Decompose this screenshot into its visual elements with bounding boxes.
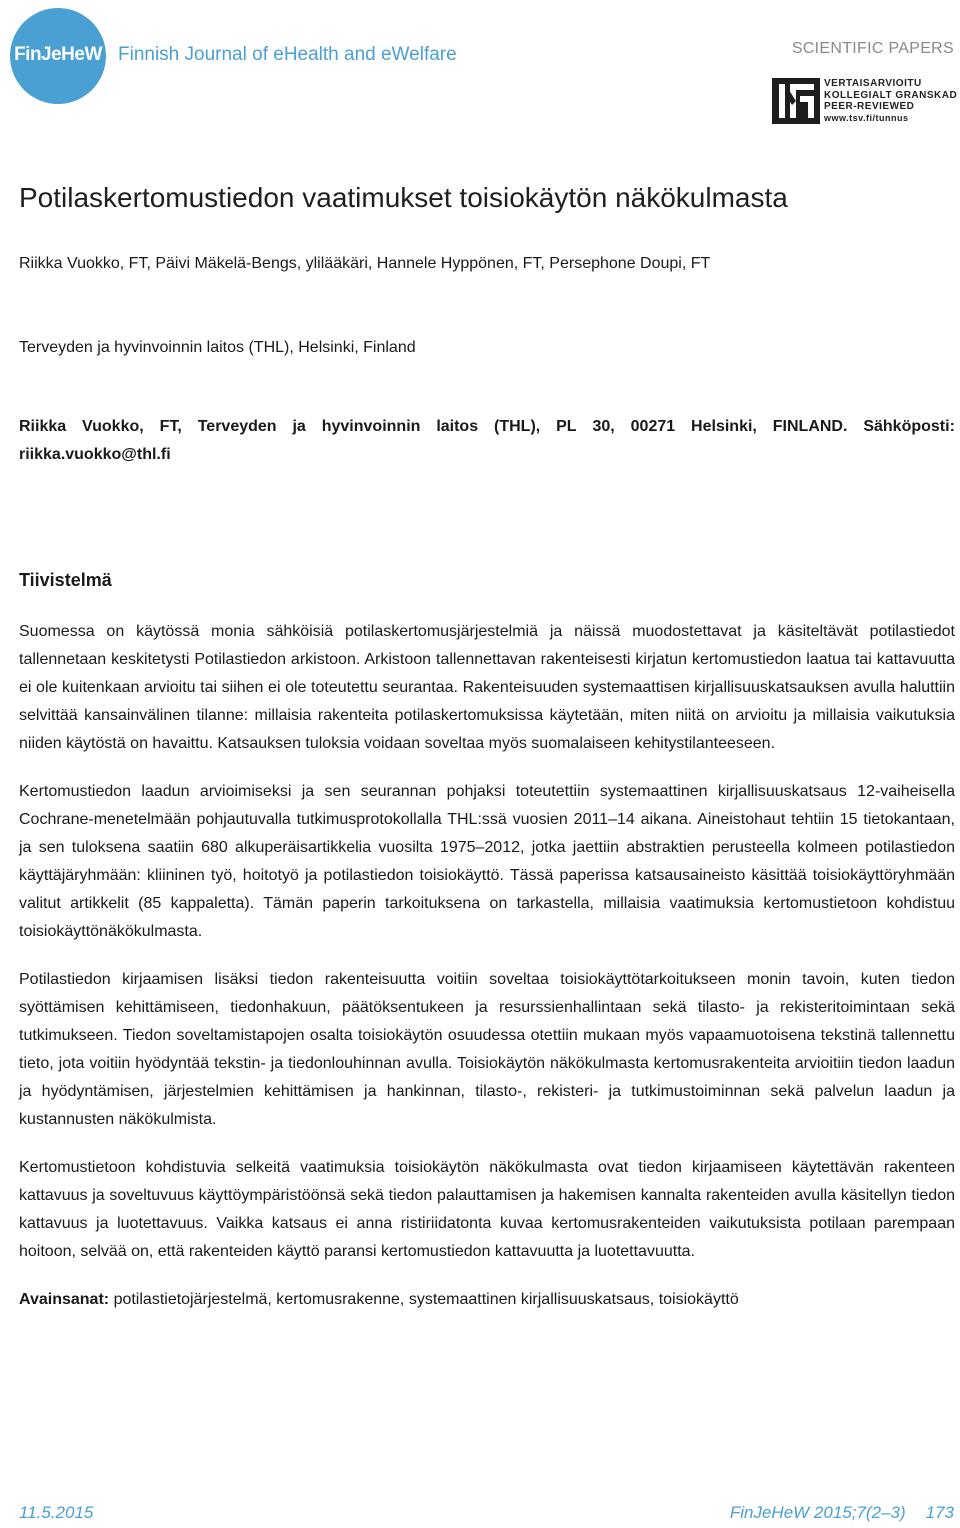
journal-name: Finnish Journal of eHealth and eWelfare: [118, 44, 457, 65]
contact-word: ja: [292, 418, 306, 435]
peer-review-text: [824, 78, 957, 124]
abstract-body: [19, 618, 955, 1334]
contact-word: Sähköposti:: [863, 418, 955, 435]
article-affiliation: Terveyden ja hyvinvoinnin laitos (THL), Helsinki, Finland: [19, 339, 416, 356]
peer-review-line: PEER-REVIEWED: [824, 101, 915, 112]
contact-word: hyvinvoinnin: [321, 418, 421, 435]
abstract-heading: Tiivistelmä: [19, 570, 112, 590]
contact-word: FINLAND.: [772, 418, 848, 435]
peer-review-logo-icon: [772, 78, 820, 124]
journal-logo-text: FinJeHeW: [14, 44, 102, 65]
corresponding-author: [19, 413, 955, 469]
contact-word: (THL),: [494, 418, 541, 435]
keywords: [19, 1286, 955, 1314]
abstract-paragraph: Potilastiedon kirjaamisen lisäksi tiedon rakenteisuutta voitiin soveltaa toisiokäyttötarkoitukseen monin tavoin, kuten tiedon syöttämisen kehittämiseen, tiedonhakuun, päätöksentukeen ja resurssienhallintaan sekä tilasto- ja rekisteritoimintaan sekä tutkimukseen. Tiedon soveltamistapojen osalta toisiokäytön osuudessa otettiin mukaan myös vapaamuotoisena tekstinä tallennettu tieto, jota voitiin hyödyntää tekstin- ja tiedonlouhinnan avulla. Toisiokäytön näkökulmasta kertomusrakenteita arvioitiin tiedon laadun ja hyödyntämisen, järjestelmien kehittämisen ja hankinnan, tilasto-, rekisteri- ja tutkimustoiminnan sekä palvelun laadun ja kustannusten näkökulmista.: [19, 971, 955, 1128]
contact-word: FT,: [159, 418, 182, 435]
abstract-paragraph: Kertomustietoon kohdistuvia selkeitä vaatimuksia toisiokäytön näkökulmasta ovat tiedon kirjaamiseen käytettävän rakenteen kattavuus ja soveltuvuus käyttöympäristöönsä sekä tiedon palauttamisen ja hakemisen kannalta rakenteiden avulla käsitellyn tiedon kattavuus ja luotettavuus. Vaikka katsaus ei anna ristiriidatonta kuvaa kertomusrakenteiden vaikutuksista potilaan parempaan hoitoon, selvää on, että rakenteiden käyttö paransi kertomustiedon kattavuutta ja luotettavuutta.: [19, 1159, 955, 1260]
contact-word: Riikka: [19, 418, 67, 435]
contact-word: PL: [556, 418, 577, 435]
contact-word: 30,: [592, 418, 615, 435]
contact-word: Terveyden: [197, 418, 277, 435]
contact-email[interactable]: riikka.vuokko@thl.fi: [19, 446, 171, 463]
article-authors: Riikka Vuokko, FT, Päivi Mäkelä-Bengs, ylilääkäri, Hannele Hyppönen, FT, Persephone Doupi, FT: [19, 255, 711, 272]
peer-review-line: KOLLEGIALT GRANSKAD: [824, 89, 958, 101]
contact-word: laitos: [436, 418, 479, 435]
contact-word: Vuokko,: [82, 418, 144, 435]
contact-line: [19, 413, 955, 441]
journal-logo: [10, 8, 106, 104]
keywords-list: potilastietojärjestelmä, kertomusrakenne, systemaattinen kirjallisuuskatsaus, toisiokäyttö: [113, 1291, 739, 1308]
keywords-label: Avainsanat:: [19, 1291, 110, 1308]
peer-review-url[interactable]: www.tsv.fi/tunnus: [824, 112, 909, 123]
article-title: Potilaskertomustiedon vaatimukset toisiokäytön näkökulmasta: [19, 182, 788, 213]
citation-text: FinJeHeW 2015;7(2–3): [729, 1503, 906, 1522]
page-number: 173: [925, 1503, 954, 1522]
page-header: [0, 0, 960, 130]
footer-citation: [730, 1503, 954, 1523]
contact-word: 00271: [630, 418, 676, 435]
peer-review-line: VERTAISARVIOITU: [824, 78, 922, 89]
section-label: SCIENTIFIC PAPERS: [791, 40, 954, 57]
abstract-paragraph: Suomessa on käytössä monia sähköisiä potilaskertomusjärjestelmiä ja näissä muodostettavat ja käsiteltävät potilastiedot tallennetaan keskitetysti Potilastiedon arkistoon. Arkistoon tallennettavan rakenteisesti kirjatun kertomustiedon laatua tai kattavuutta ei ole kuitenkaan arvioitu tai siihen ei ole toteutettu seurantaa. Rakenteisuuden systemaattisen kirjallisuuskatsauksen avulla haluttiin selvittää kansainvälinen tilanne: millaisia rakenteita potilaskertomuksissa käytetään, miten niitä on arvioitu ja millaisia vaikutuksia niiden käytöstä on havaittu. Katsauksen tuloksia voidaan soveltaa myös suomalaiseen kehitystilanteeseen.: [19, 623, 955, 752]
contact-word: Helsinki,: [691, 418, 757, 435]
abstract-paragraph: Kertomustiedon laadun arvioimiseksi ja sen seurannan pohjaksi toteutettiin systemaattinen kirjallisuuskatsaus 12-vaiheisella Cochrane-menetelmään pohjautuvalla tutkimusprotokollalla THL:ssä vuosien 2011–14 aikana. Aineistohaut tehtiin 15 tietokantaan, ja sen tuloksena saatiin 680 alkuperäisartikkelia vuosilta 1975–2012, jotka jaettiin abstraktien perusteella kolmeen potilastiedon käyttäjäryhmään: kliininen työ, hoitotyö ja potilastiedon toisiokäyttö. Tässä paperissa katsausaineisto käsittää toisiokäyttöryhmään valitut artikkelit (85 kappaletta). Tämän paperin tarkoituksena on tarkastella, millaisia vaatimuksia kertomustietoon kohdistuu toisiokäyttönäkökulmasta.: [19, 783, 955, 940]
footer-date: 11.5.2015: [19, 1503, 94, 1522]
